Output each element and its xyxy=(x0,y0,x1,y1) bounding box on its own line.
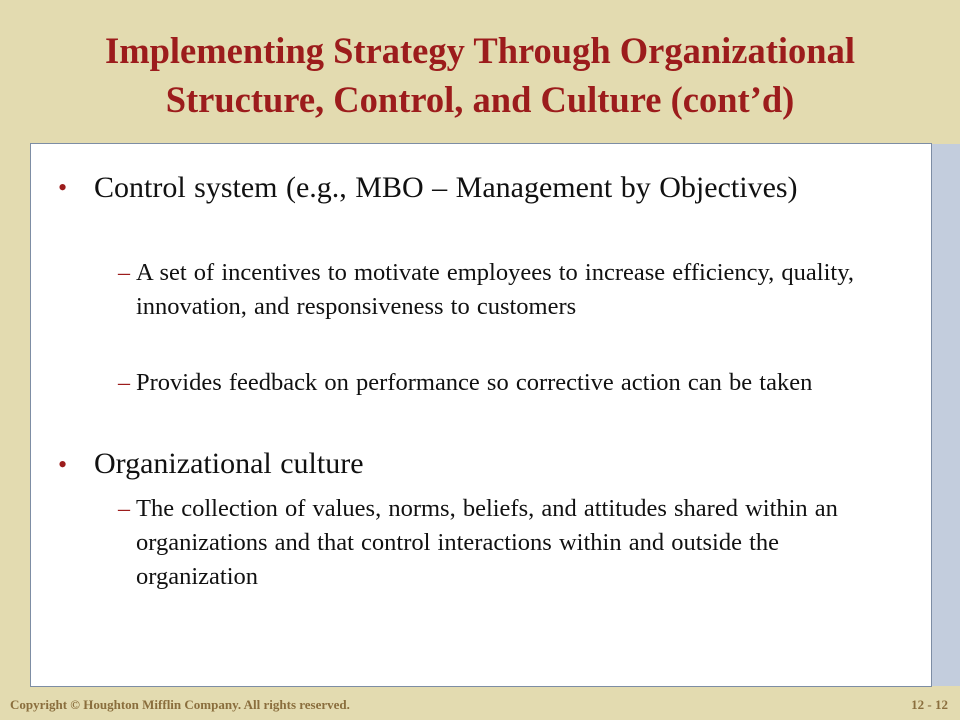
content-area xyxy=(30,143,932,687)
bullet-text-organizational-culture: Organizational culture xyxy=(94,447,364,480)
bullet-icon: • xyxy=(58,450,68,479)
bullet-text-control-system: Control system (e.g., MBO – Management by Objectives) xyxy=(94,171,798,204)
subpoint-feedback: Provides feedback on performance so corrective action can be taken xyxy=(136,369,813,396)
dash-icon: – xyxy=(118,370,130,396)
dash-icon: – xyxy=(118,496,130,522)
slide-title xyxy=(0,26,960,124)
dash-icon: – xyxy=(118,260,130,286)
footer-page-number: 12 - 12 xyxy=(911,697,948,712)
bullet-icon: • xyxy=(58,173,68,202)
subpoint-collection-of-values: The collection of values, norms, beliefs, and attitudes shared within an organizations and that control interactions within and outside the organization xyxy=(136,495,838,590)
side-panel xyxy=(930,144,960,686)
title-line-1: Implementing Strategy Through Organizational xyxy=(105,30,855,71)
subpoint-incentives: A set of incentives to motivate employees to increase efficiency, quality, innovation, and responsiveness to customers xyxy=(136,259,854,320)
footer-copyright: Copyright © Houghton Mifflin Company. All rights reserved. xyxy=(10,697,350,712)
title-line-2: Structure, Control, and Culture (cont’d) xyxy=(165,79,795,120)
